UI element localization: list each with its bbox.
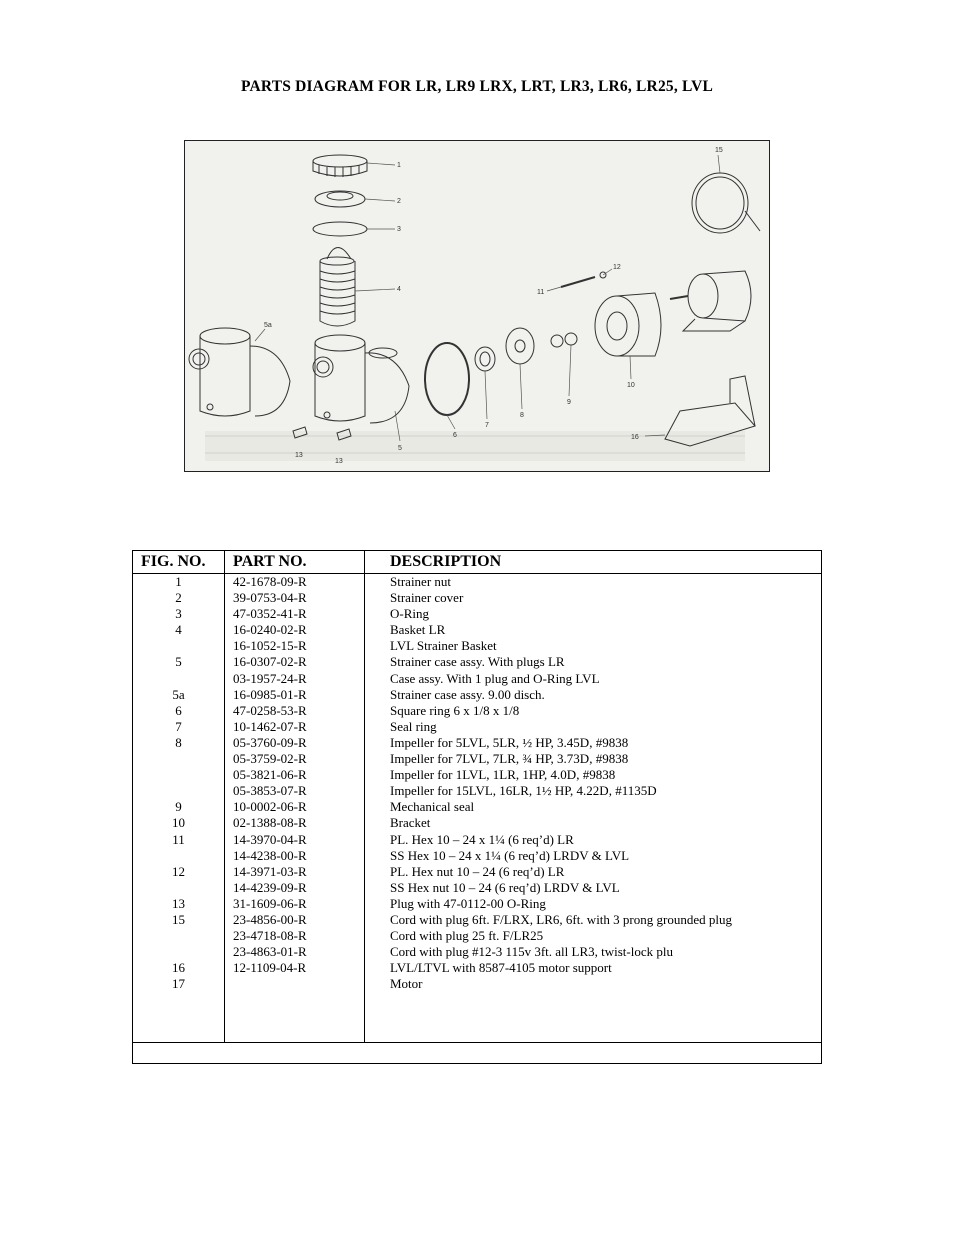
impeller-drawing [506, 328, 534, 364]
description-cell: Motor [390, 976, 423, 992]
description-cell: Bracket [390, 815, 431, 831]
header-description: DESCRIPTION [390, 553, 502, 570]
description-cell: Strainer case assy. 9.00 disch. [390, 686, 545, 702]
table-row [133, 880, 821, 896]
part-no-cell: 05-3853-07-R [233, 783, 307, 799]
strainer-case-5-drawing [313, 335, 409, 423]
strainer-cover-drawing [315, 191, 365, 207]
table-row [133, 606, 821, 622]
callout-5a: 5a [264, 322, 272, 329]
part-no-cell: 16-0307-02-R [233, 654, 307, 670]
callout-11: 11 [537, 289, 545, 296]
part-no-cell: 23-4718-08-R [233, 928, 307, 944]
part-no-cell: 31-1609-06-R [233, 895, 307, 911]
fig-no-cell: 15 [172, 911, 185, 927]
table-row [133, 960, 821, 976]
description-cell: Square ring 6 x 1/8 x 1/8 [390, 702, 520, 718]
description-cell: Strainer case assy. With plugs LR [390, 654, 565, 670]
table-row [133, 848, 821, 864]
part-no-cell: 02-1388-08-R [233, 815, 307, 831]
part-no-cell: 47-0258-53-R [233, 702, 307, 718]
fig-no-cell: 11 [172, 831, 185, 847]
callout-8: 8 [520, 412, 524, 419]
table-row [133, 703, 821, 719]
fig-no-cell: 3 [175, 606, 182, 622]
description-cell: Mechanical seal [390, 799, 475, 815]
fig-no-cell: 12 [172, 863, 185, 879]
part-no-cell: 42-1678-09-R [233, 574, 307, 589]
table-row [133, 944, 821, 960]
hex-bolt-drawing [561, 277, 595, 287]
description-cell: PL. Hex 10 – 24 x 1¼ (6 req’d) LR [390, 831, 574, 847]
fig-no-cell: 1 [175, 574, 182, 589]
callout-5: 5 [398, 445, 402, 452]
description-cell: Basket LR [390, 622, 446, 638]
table-row [133, 719, 821, 735]
callout-13-left: 13 [295, 452, 303, 459]
table-row [133, 799, 821, 815]
fig-no-cell: 17 [172, 976, 185, 992]
table-row [133, 574, 821, 590]
parts-diagram [184, 140, 770, 472]
description-cell: Seal ring [390, 718, 437, 734]
exploded-view-drawing [185, 141, 769, 471]
parts-table [132, 550, 822, 1064]
part-no-cell: 10-1462-07-R [233, 718, 307, 734]
description-cell: LVL Strainer Basket [390, 638, 497, 654]
table-row [133, 896, 821, 912]
callout-4: 4 [397, 286, 401, 293]
description-cell: Impeller for 15LVL, 16LR, 1½ HP, 4.22D, #1135D [390, 783, 657, 799]
description-cell: SS Hex nut 10 – 24 (6 req’d) LRDV & LVL [390, 879, 620, 895]
square-ring-drawing [425, 343, 469, 415]
callout-12: 12 [613, 264, 621, 271]
part-no-cell: 05-3821-06-R [233, 767, 307, 783]
motor-drawing [670, 271, 751, 331]
part-no-cell: 16-1052-15-R [233, 638, 307, 654]
part-no-cell: 23-4856-00-R [233, 911, 307, 927]
part-no-cell: 14-3971-03-R [233, 863, 307, 879]
description-cell: Cord with plug 25 ft. F/LR25 [390, 928, 544, 944]
part-no-cell: 23-4863-01-R [233, 944, 307, 960]
fig-no-cell: 10 [172, 815, 185, 831]
callout-7: 7 [485, 422, 489, 429]
callout-6: 6 [453, 432, 457, 439]
table-row [133, 751, 821, 767]
part-no-cell: 05-3760-09-R [233, 734, 307, 750]
part-no-cell: 47-0352-41-R [233, 606, 307, 622]
fig-no-cell: 2 [175, 590, 182, 606]
part-no-cell: 10-0002-06-R [233, 799, 307, 815]
page-title: PARTS DIAGRAM FOR LR, LR9 LRX, LRT, LR3, LR6, LR25, LVL [240, 78, 714, 95]
strainer-nut-drawing [313, 155, 367, 177]
parts-table-body [133, 574, 821, 992]
table-row [133, 815, 821, 831]
description-cell: Impeller for 7LVL, 7LR, ¾ HP, 3.73D, #9838 [390, 751, 629, 767]
fig-no-cell: 6 [175, 702, 182, 718]
fig-no-cell: 9 [175, 799, 182, 815]
part-no-cell: 39-0753-04-R [233, 590, 307, 606]
callout-3: 3 [397, 226, 401, 233]
part-no-cell: 05-3759-02-R [233, 751, 307, 767]
description-cell: Impeller for 1LVL, 1LR, 1HP, 4.0D, #9838 [390, 767, 616, 783]
callout-15: 15 [715, 147, 723, 154]
parts-table-header [133, 551, 821, 574]
callout-13-right: 13 [335, 458, 343, 465]
part-no-cell: 16-0985-01-R [233, 686, 307, 702]
table-row [133, 767, 821, 783]
table-row [133, 928, 821, 944]
table-row [133, 590, 821, 606]
table-row [133, 783, 821, 799]
table-row [133, 671, 821, 687]
description-cell: O-Ring [390, 606, 429, 622]
description-cell: SS Hex 10 – 24 x 1¼ (6 req’d) LRDV & LVL [390, 847, 630, 863]
table-row [133, 622, 821, 638]
part-no-cell: 03-1957-24-R [233, 670, 307, 686]
table-row [133, 912, 821, 928]
description-cell: Strainer nut [390, 574, 452, 589]
part-no-cell: 14-4239-09-R [233, 879, 307, 895]
table-row [133, 832, 821, 848]
cord-drawing [692, 173, 760, 233]
table-row [133, 864, 821, 880]
o-ring-drawing [313, 222, 367, 236]
basket-drawing [320, 248, 355, 327]
table-row [133, 638, 821, 654]
description-cell: PL. Hex nut 10 – 24 (6 req’d) LR [390, 863, 565, 879]
seal-ring-drawing [475, 347, 495, 371]
table-row [133, 654, 821, 670]
description-cell: LVL/LTVL with 8587-4105 motor support [390, 960, 612, 976]
description-cell: Cord with plug #12-3 115v 3ft. all LR3, twist-lock plu [390, 944, 673, 960]
fig-no-cell: 16 [172, 960, 185, 976]
fig-no-cell: 8 [175, 734, 182, 750]
table-row [133, 735, 821, 751]
footer-divider [133, 1042, 821, 1043]
callout-2: 2 [397, 198, 401, 205]
fig-no-cell: 13 [172, 895, 185, 911]
part-no-cell: 14-4238-00-R [233, 847, 307, 863]
callout-16: 16 [631, 434, 639, 441]
callout-9: 9 [567, 399, 571, 406]
description-cell: Plug with 47-0112-00 O-Ring [390, 895, 546, 911]
header-part-no: PART NO. [233, 553, 307, 570]
fig-no-cell: 7 [175, 718, 182, 734]
description-cell: Case assy. With 1 plug and O-Ring LVL [390, 670, 600, 686]
fig-no-cell: 4 [175, 622, 182, 638]
description-cell: Impeller for 5LVL, 5LR, ½ HP, 3.45D, #9838 [390, 734, 629, 750]
description-cell: Strainer cover [390, 590, 464, 606]
header-fig-no: FIG. NO. [141, 553, 206, 570]
mechanical-seal-drawing [551, 333, 577, 347]
part-no-cell: 16-0240-02-R [233, 622, 307, 638]
bracket-drawing [595, 293, 661, 356]
fig-no-cell: 5 [175, 654, 182, 670]
callout-1: 1 [397, 162, 401, 169]
description-cell: Cord with plug 6ft. F/LRX, LR6, 6ft. with 3 prong grounded plug [390, 911, 732, 927]
table-row [133, 976, 821, 992]
table-row [133, 687, 821, 703]
fig-no-cell: 5a [172, 686, 185, 702]
part-no-cell: 14-3970-04-R [233, 831, 307, 847]
part-no-cell: 12-1109-04-R [233, 960, 307, 976]
strainer-case-5a-drawing [189, 328, 290, 416]
callout-10: 10 [627, 382, 635, 389]
